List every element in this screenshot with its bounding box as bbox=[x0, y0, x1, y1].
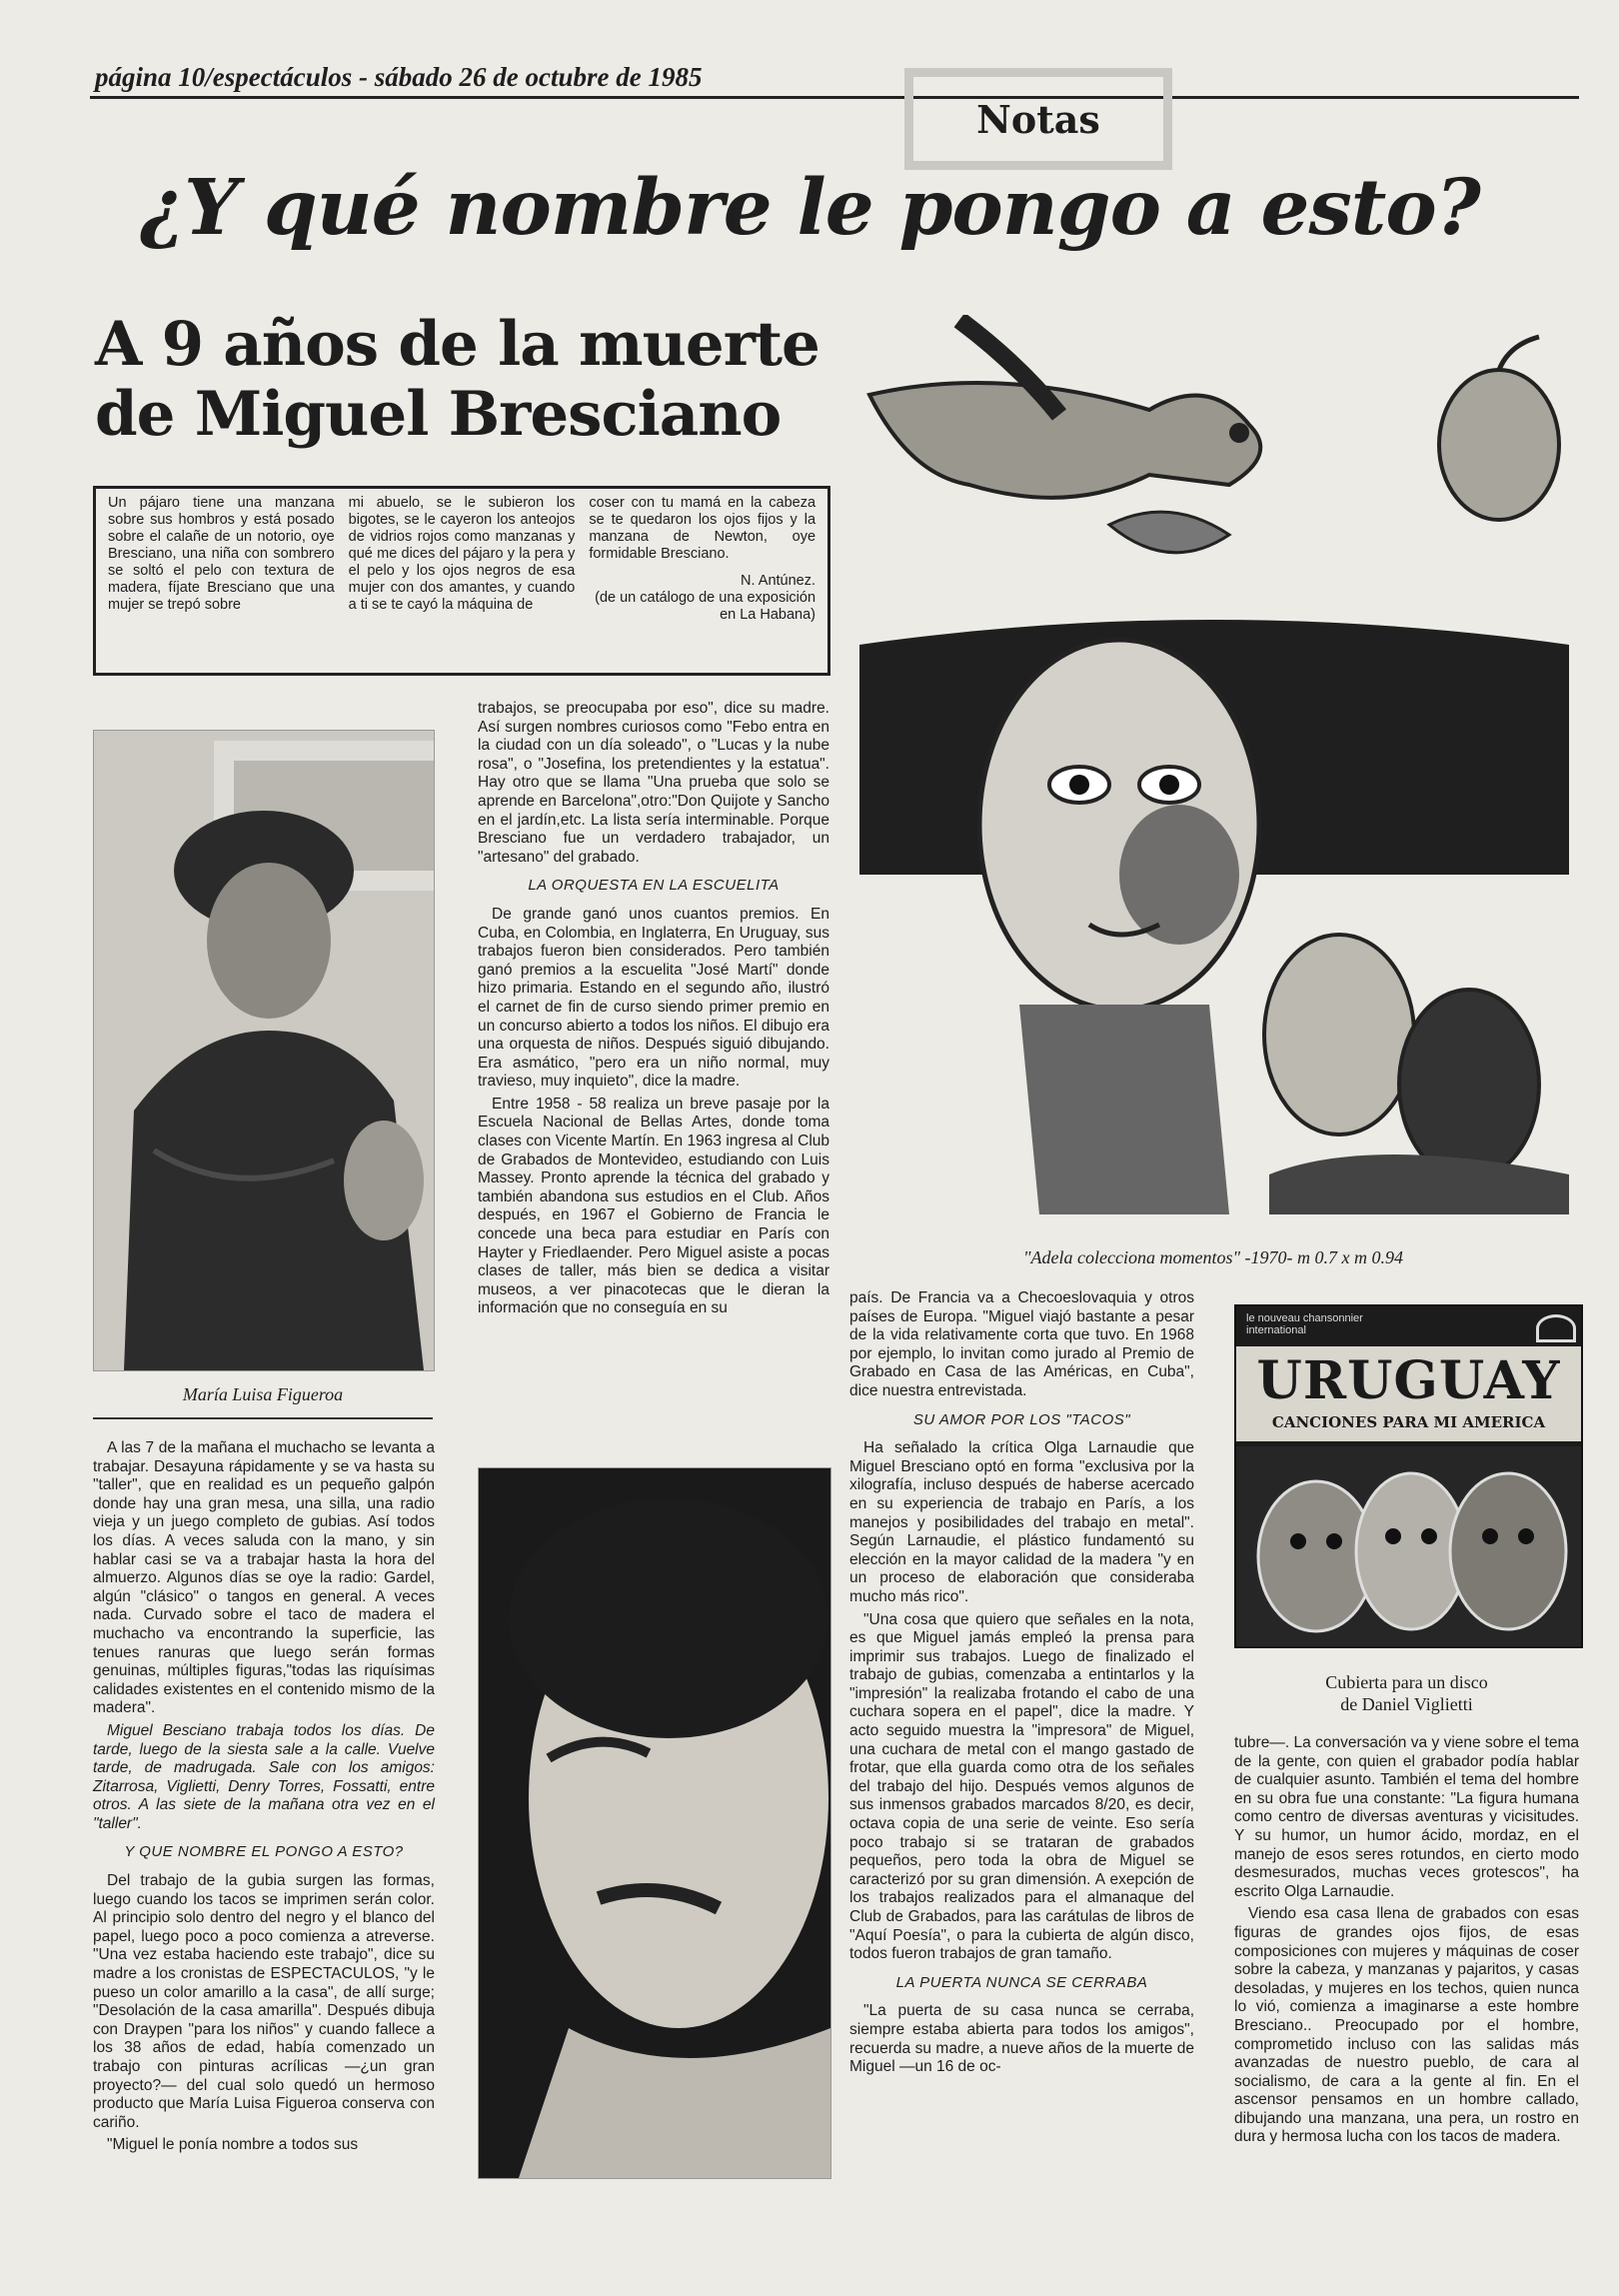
col-a-paragraph-2: Miguel Besciano trabaja todos los días. De tarde, luego de la siesta sale a la calle. Vuelve tarde, de madrugada. Sale con los amigos: Zitarrosa, Viglietti, Denry Torres, Fossatti, entre otros. A las siete de la mañana otra vez en el "taller". bbox=[93, 1721, 435, 1832]
column-a bbox=[93, 1439, 435, 2159]
column-c bbox=[849, 1289, 1194, 2081]
col-c-paragraph-4: "La puerta de su casa nunca se cerraba, siempre estaba abierta para todos los amigos", recuerda su madre, a nueve años de la muerte de Miguel —un 16 de oc- bbox=[849, 2002, 1194, 2076]
photo-caption-maria-luisa: María Luisa Figueroa bbox=[182, 1384, 344, 1404]
woodcut-artwork bbox=[849, 315, 1577, 1229]
col-a-paragraph-4: "Miguel le ponía nombre a todos sus bbox=[107, 2136, 359, 2154]
album-title: URUGUAY bbox=[1256, 1350, 1561, 1411]
page-header: página 10/espectáculos - sábado 26 de octubre de 1985 bbox=[95, 62, 703, 92]
photo-maria-luisa bbox=[93, 730, 435, 1371]
col-b-paragraph-3: Entre 1958 - 58 realiza un breve pasaje por la Escuela Nacional de Bellas Artes, donde toma clases con Vicente Martín. En 1963 ingresa al Club de Grabados de Montevideo, estudiando con Luis Massey. Pronto aprende la técnica del grabado y también abandona sus estudios en el Club. Años después, en 1967 el Gobierno de Francia le concede una beca para estudiar en París con Hayter y Friedlaender. Pero Miguel asiste a pocas clases de taller, más bien se dedica a visitar museos, a ver pinacotecas que le dieran la información que no conseguía en su bbox=[478, 1095, 829, 1317]
subheadline-line-1: A 9 años de la muerte bbox=[95, 309, 819, 380]
epigraph-signature: N. Antúnez. bbox=[741, 573, 816, 589]
album-caption bbox=[1234, 1671, 1579, 1715]
caption-rule bbox=[93, 1417, 433, 1419]
photo-miguel-bresciano-image bbox=[479, 1468, 830, 2178]
album-caption-line-2: de Daniel Viglietti bbox=[1340, 1694, 1473, 1714]
album-subtitle: CANCIONES PARA MI AMERICA bbox=[1271, 1413, 1546, 1431]
subheadline bbox=[95, 310, 854, 450]
record-icon bbox=[1536, 1314, 1576, 1342]
col-c-subhead-2: LA PUERTA NUNCA SE CERRABA bbox=[895, 1973, 1148, 1991]
album-caption-line-1: Cubierta para un disco bbox=[1325, 1672, 1488, 1692]
album-cover bbox=[1234, 1304, 1583, 1648]
epigraph-col-1: Un pájaro tiene una manzana sobre sus hombros y está posado sobre el calañe de un notorio, oye Bresciano, una niña con sombrero se soltó el pelo con textura de madera, fíjate Bresciano que una mujer se trepó sobre bbox=[108, 495, 335, 613]
col-c-subhead-1: SU AMOR POR LOS "TACOS" bbox=[912, 1410, 1131, 1428]
epigraph-text: coser con tu mamá en la cabeza se te quedaron los ojos fijos y la manzana de Newton, oye formidable Bresciano. bbox=[589, 495, 816, 562]
epigraph-col-2: mi abuelo, se le subieron los bigotes, se le cayeron los anteojos de vidrios rojos como manzanas y qué me dices del pájaro y la pera y el pelo y los ojos negros de esa mujer con dos amantes, y cuando a ti se te cayó la máquina de bbox=[348, 495, 576, 613]
col-b-paragraph-2: De grande ganó unos cuantos premios. En Cuba, en Colombia, en Inglaterra, En Uruguay, sus trabajos fueron bien considerados. Pero también ganó premios a la escuelita "José Martí" donde hizo primaria. Estando en el segundo año, ilustró el carnet de fin de curso siendo primer premio en un concurso abierto a todos los niños. El dibujo era una orquesta de niños. Después siguió dibujando. Era asmático, "pero era un niño normal, muy travieso, muy inquieto", dice la madre. bbox=[478, 905, 829, 1091]
col-b-subhead-1: LA ORQUESTA EN LA ESCUELITA bbox=[528, 877, 780, 895]
col-a-paragraph-3: Del trabajo de la gubia surgen las formas, luego cuando los tacos se imprimen serán color. Al principio solo dentro del negro y el blanco del papel, luego poco a poco comienza a atreverse. "Una vez estaba haciendo este trabajo", dice su madre a los cronistas de ESPECTACULOS, "y le pueso un color amarillo a la casa", de allí surge; "Desolación de la casa amarilla". Después dibuja con Draypen "para los niños" y cuando fallece a los 38 años de edad, había comenzado un trabajo con pinturas acrílicas —¿un gran proyecto?— del cual solo quedó un hermoso producto que María Luisa Figueroa conserva con cariño. bbox=[93, 1872, 435, 2131]
col-c-paragraph-1: país. De Francia va a Checoeslovaquia y otros países de Europa. "Miguel viajó bastante a pesar de la vida relativamente corta que tuvo. En 1968 por ejemplo, lo invitan como jurado al Premio de Grabado en Casa de las Américas, en Cuba", dice nuestra entrevistada. bbox=[849, 1289, 1194, 1399]
epigraph-col-3 bbox=[589, 495, 815, 667]
headline: ¿Y qué nombre le pongo a esto? bbox=[140, 163, 1480, 253]
col-c-paragraph-3: "Una cosa que quiero que señales en la nota, es que Miguel jamás empleó la prensa para imprimir sus trabajos. Luego de finalizado el trabajo de gubias, comenzaba a entintarlos y la "impresión" la realizaba frotando el cabo de una cuchara sopera en el papel", dice la madre. Y acto seguido muestra la "impresora" de Miguel, una cuchara de metal con el mango gastado de frotar, que ella guarda como otra de los señales del trabajo del hijo. Después vemos algunos de sus inmensos grabados marcados 8/20, es decir, octava copia de una serie de veinte. Eso sería poco trabajo si se trataran de grabados pequeños, pero toda la obra de Miguel se caracterizó por su gran dimensión. A exepción de los trabajos realizados para el almanaque del Club de Grabados, para las carátulas de libros de "Aquí Poesía", o para la cubierta de algún disco, todos fueron trabajos de gran tamaño. bbox=[849, 1610, 1194, 1963]
column-b bbox=[478, 700, 829, 1322]
album-label: le nouveau chansonnier international bbox=[1246, 1312, 1363, 1336]
col-a-paragraph-1: A las 7 de la mañana el muchacho se levanta a trabajar. Desayuna rápidamente y se va hasta su "taller", que en realidad es un pequeño galpón donde hay una gran mesa, una silla, una radio vieja y un juego completo de gubias. Así todos los días. A veces saluda con la mano, y sin hablar casi se va a trabajar hasta la hora del almuerzo. Algunos días se oye la radio: Gardel, algún "clásico" o tangos en general. A veces nada. Curvado sobre el taco de madera el muchacho va encontrando la superficie, las tenues ranuras que luego serán formas genuinas, múltiples figuras,"todas las riquísimas calidades existentes en el contenido mismo de la madera". bbox=[93, 1439, 435, 1717]
col-a-subhead-1: Y QUE NOMBRE EL PONGO A ESTO? bbox=[124, 1843, 404, 1861]
header-rule bbox=[90, 96, 1579, 99]
subheadline-line-2: de Miguel Bresciano bbox=[95, 379, 782, 450]
epigraph-box bbox=[93, 486, 830, 676]
epigraph-source: (de un catálogo de una exposición en La Habana) bbox=[595, 590, 816, 623]
artwork-caption: "Adela colecciona momentos" -1970- m 0.7 x m 0.94 bbox=[1022, 1247, 1404, 1267]
column-d bbox=[1234, 1734, 1579, 2151]
woodcut-artwork-image bbox=[849, 315, 1577, 1229]
photo-maria-luisa-image bbox=[94, 731, 434, 1370]
col-c-paragraph-2: Ha señalado la crítica Olga Larnaudie que Miguel Bresciano optó en forma "exclusiva por la xilografía, incluso después de haberse acercado en su experiencia de trabajo en París, a los manejos y posibilidades del trabajo en metal". Según Larnaudie, el plástico fundamentó su elección en la mayor calidad de la madera "y en un proceso de elaboración que consideraba mucho más rico". bbox=[849, 1439, 1194, 1605]
album-faces-image bbox=[1236, 1446, 1581, 1646]
photo-miguel-bresciano bbox=[478, 1467, 831, 2179]
section-tag: Notas bbox=[904, 68, 1172, 170]
col-d-paragraph-1: tubre—. La conversación va y viene sobre el tema de la gente, con quien el grabador podía hablar de cualquier asunto. También el tema del hombre en su obra fue una constante: "La figura humana como centro de diversas aventuras y vicisitudes. Y su humor, un humor ácido, mordaz, en el manejo de esos seres rotundos, en cierto modo desmesurados, muchas veces grotescos", ha escrito Olga Larnaudie. bbox=[1234, 1734, 1579, 1900]
col-b-paragraph-1: trabajos, se preocupaba por eso", dice su madre. Así surgen nombres curiosos como "Febo entra en la ciudad con un día soleado", o "Lucas y la nube rosa", o "Josefina, los pretendientes y la estatua". Hay otro que se llama "Una prueba que solo se aprende en Barcelona",otro:"Don Quijote y Sancho en el jardín,etc. La lista sería interminable. Porque Bresciano fue un verdadero trabajador, un "artesano" del grabado. bbox=[478, 700, 829, 866]
col-d-paragraph-2: Viendo esa casa llena de grabados con esas figuras de grandes ojos fijos, de esas composiciones con mujeres y máquinas de coser sobre la cabeza, y manzanas y pajaritos, y casas desoladas, y mujeres en los techos, quien nunca lo vió, comienza a imaginarse a este hombre Bresciano.. Preocupado por el hombre, comprometido incluso con las salidas más avanzadas de nuestro pueblo, de cara al socialismo, de cara a la gente al fin. En el ascensor pensamos en un hombre callado, dibujando una manzana, una pera, un rostro en dura y hermosa lucha con los tacos de madera. bbox=[1234, 1905, 1579, 2146]
